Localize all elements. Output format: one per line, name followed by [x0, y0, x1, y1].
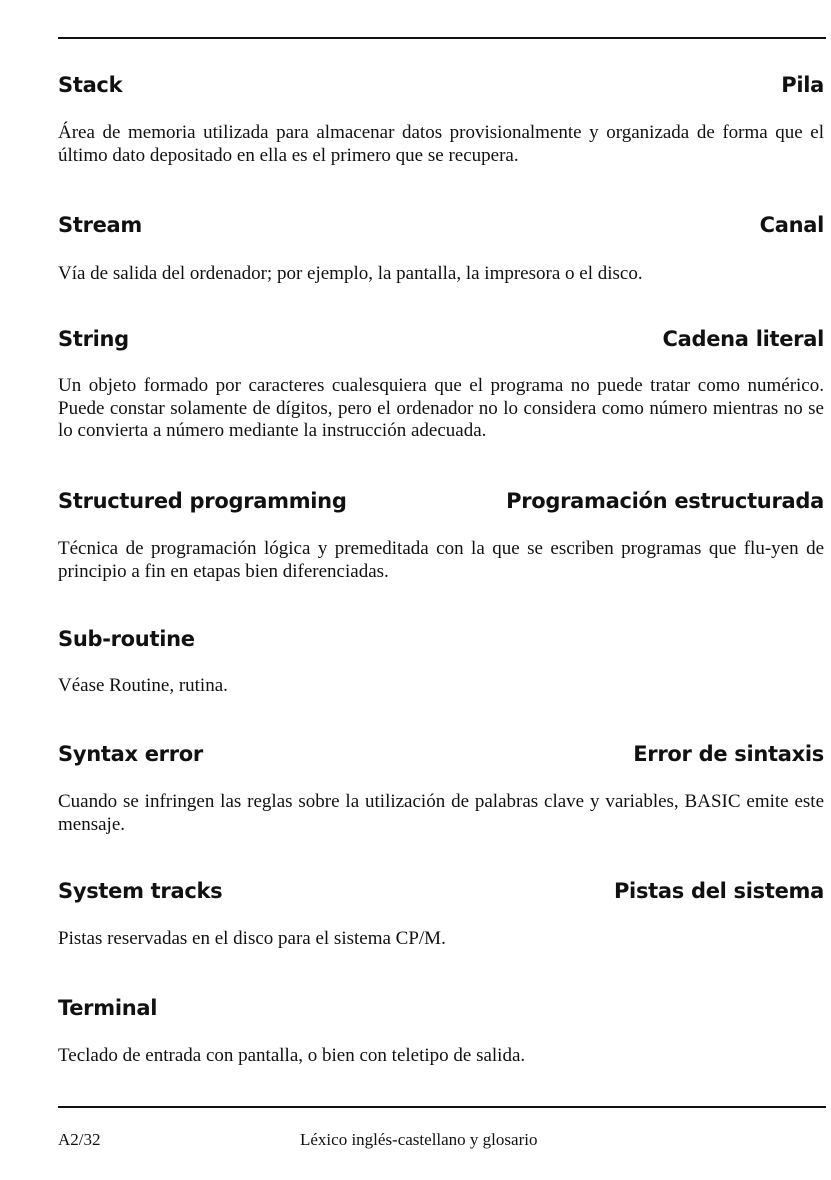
term-english: Stream [58, 213, 143, 237]
term-english: String [58, 327, 129, 351]
page-footer [58, 1128, 826, 1152]
term-row [58, 740, 824, 770]
term-english: Stack [58, 73, 123, 97]
glossary-entry [58, 325, 824, 443]
top-rule [58, 37, 826, 39]
term-english: Syntax error [58, 742, 203, 766]
term-row [58, 994, 824, 1024]
term-spanish: Error de sintaxis [633, 742, 824, 766]
footer-title: Léxico inglés-castellano y glosario [300, 1130, 538, 1149]
glossary-entry [58, 71, 824, 167]
term-spanish: Cadena literal [662, 327, 824, 351]
term-row [58, 211, 824, 241]
term-english: Terminal [58, 996, 158, 1020]
term-row [58, 325, 824, 355]
term-spanish: Pila [781, 73, 824, 97]
glossary-entry [58, 211, 824, 286]
glossary-entry [58, 877, 824, 951]
definition: Véase Routine, rutina. [58, 675, 228, 696]
term-row [58, 487, 824, 517]
term-spanish: Canal [759, 213, 824, 237]
definition: Teclado de entrada con pantalla, o bien con teletipo de salida. [58, 1045, 526, 1066]
glossary-entry [58, 487, 824, 583]
term-english: Structured programming [58, 489, 347, 513]
glossary-entry [58, 740, 824, 836]
term-spanish: Pistas del sistema [613, 879, 824, 903]
bottom-rule [58, 1106, 826, 1108]
definition: Vía de salida del ordenador; por ejemplo, la pantalla, la impresora o el disco. [58, 263, 643, 284]
definition: Un objeto formado por caracteres cualesquiera que el programa no puede tratar como numérico. Puede constar solamente de dígitos, pero el ordenador no lo considera como número mientras no se lo convierta a número mediante la instrucción adecuada. [58, 375, 824, 441]
definition: Pistas reservadas en el disco para el sistema CP/M. [58, 928, 446, 949]
definition: Técnica de programación lógica y premeditada con la que se escriben programas que flu-yen de principio a fin en etapas bien diferenciadas. [58, 538, 824, 582]
term-row [58, 71, 824, 101]
term-row [58, 877, 824, 907]
glossary-entry [58, 625, 824, 698]
term-row [58, 625, 824, 655]
definition: Área de memoria utilizada para almacenar datos provisionalmente y organizada de forma que el último dato depositado en ella es el primero que se recupera. [58, 122, 824, 166]
glossary-entry [58, 994, 824, 1068]
page-number: A2/32 [58, 1130, 101, 1149]
term-english: System tracks [58, 879, 223, 903]
term-spanish: Programación estructurada [506, 489, 824, 513]
term-english: Sub-routine [58, 627, 195, 651]
definition: Cuando se infringen las reglas sobre la utilización de palabras clave y variables, BASIC emite este mensaje. [58, 791, 824, 835]
